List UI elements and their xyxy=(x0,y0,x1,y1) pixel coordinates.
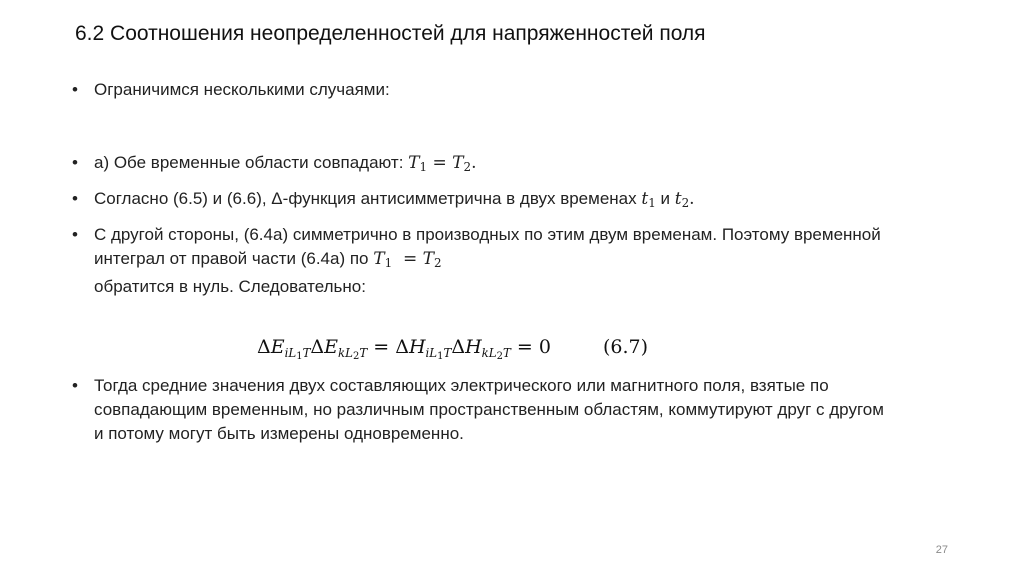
bullet-item xyxy=(72,151,476,179)
bullet-dot: • xyxy=(72,153,78,172)
bullet-text-part: а) Обе временные области совпадают: xyxy=(94,153,409,172)
inline-math: $t_2$. xyxy=(674,189,695,210)
inline-math: $T_1 = T_2$. xyxy=(408,153,477,174)
bullet-text-part: С другой стороны, (6.4а) симметрично в производных по этим двум временам. Поэтому временной интеграл от правой части (6.4а) по xyxy=(94,225,881,268)
bullet-item xyxy=(72,187,695,215)
bullet-text-part: Согласно (6.5) и (6.6), Δ-функция антисимметрична в двух временах xyxy=(94,189,642,208)
bullet-text: Ограничимся несколькими случаями: xyxy=(94,80,390,99)
bullet-text xyxy=(94,223,892,299)
inline-math: $t_1$ xyxy=(641,189,656,210)
equation-body: $\Delta E_{iL_1T}\Delta E_{kL_2T} = \Delta H_{iL_1T}\Delta H_{kL_2T} = 0$ xyxy=(257,336,551,363)
slide-title: 6.2 Соотношения неопределенностей для напряженностей поля xyxy=(75,22,706,45)
bullet-text xyxy=(94,151,476,179)
equation-number: (6.7) xyxy=(602,336,648,358)
bullet-text xyxy=(94,187,695,215)
bullet-dot: • xyxy=(72,225,78,244)
bullet-item xyxy=(72,223,892,299)
bullet-text: Тогда средние значения двух составляющих электрического или магнитного поля, взятые по совпадающим временным, но различным пространственным областям, коммутируют друг с другом и потому могут быть измерены одновременно. xyxy=(94,376,884,443)
page-number: 27 xyxy=(935,544,948,556)
bullet-dot: • xyxy=(72,80,78,99)
bullet-item xyxy=(72,374,892,446)
bullet-text-part: обратится в нуль. Следовательно: xyxy=(94,276,366,296)
bullet-dot: • xyxy=(72,189,78,208)
bullet-item xyxy=(72,78,390,102)
bullet-text-part: и xyxy=(655,189,675,208)
bullet-dot: • xyxy=(72,376,78,395)
inline-math: $T_1 = T_2$ xyxy=(373,249,442,270)
equation-6-7 xyxy=(257,333,648,371)
